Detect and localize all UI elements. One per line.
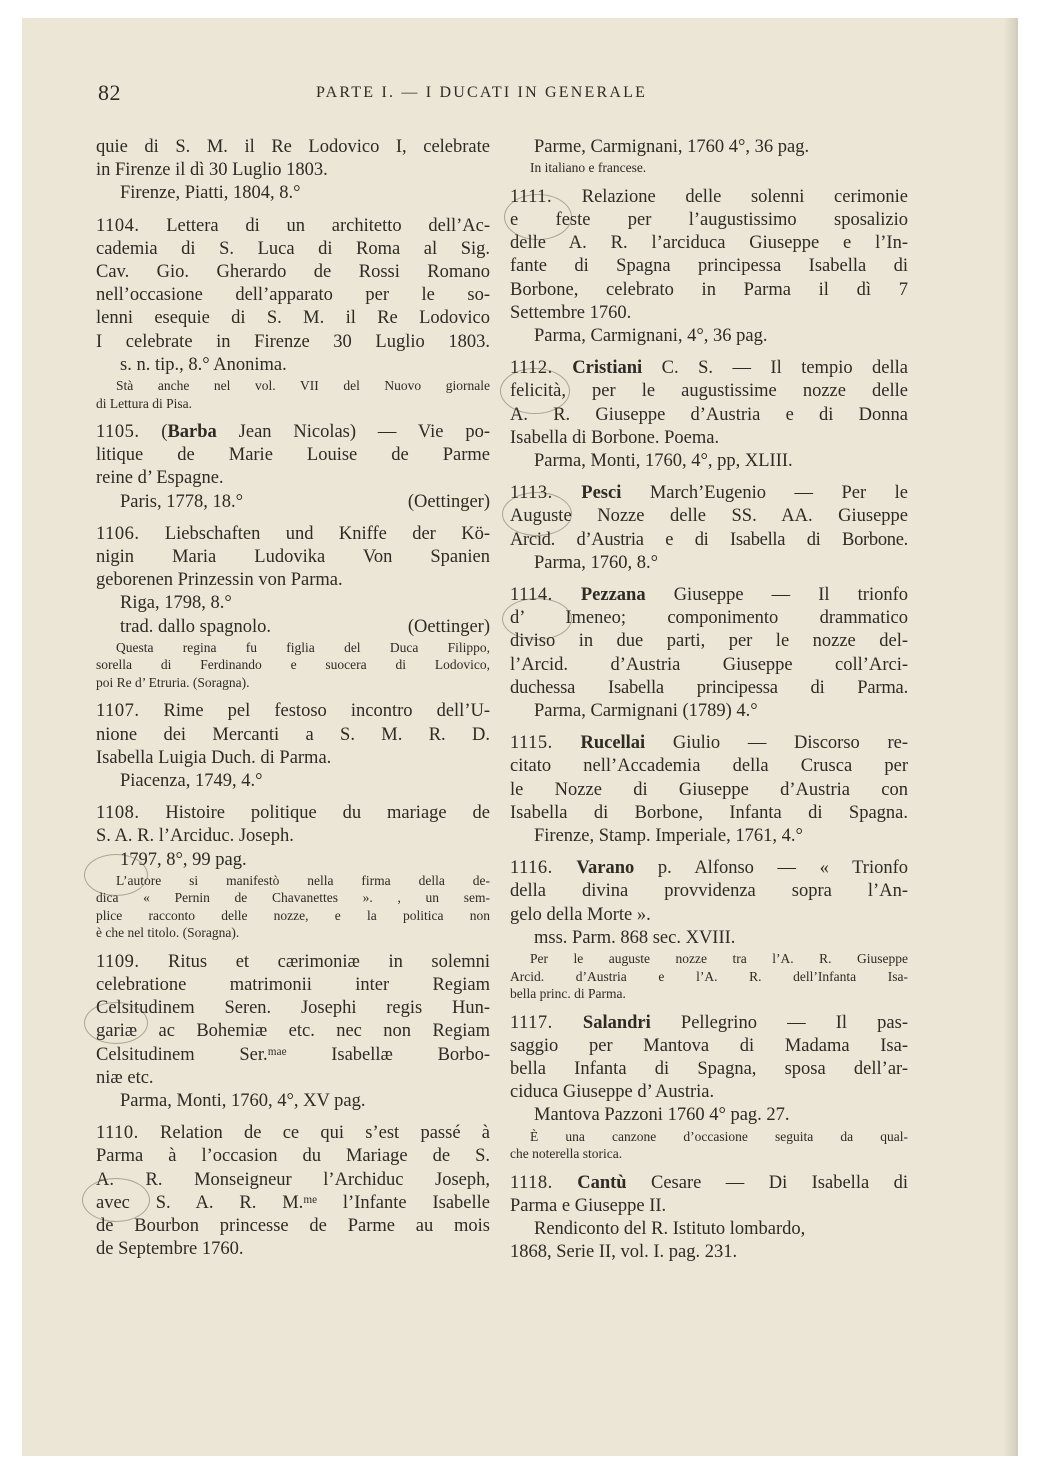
entry-text: Jean Nicolas) — Vie po- <box>238 422 490 443</box>
entry-line <box>96 951 490 974</box>
entry-note: In italiano e francese. <box>530 160 647 176</box>
entry-line <box>510 186 908 209</box>
entry-number: 1116. <box>510 858 553 879</box>
entry-1116 <box>510 857 908 1002</box>
entry-line <box>510 1172 908 1195</box>
entry-number: 1110. <box>96 1123 139 1144</box>
entry-1113 <box>510 482 908 575</box>
entry-line: celebratione matrimonii inter Regiam <box>96 974 490 995</box>
entry-note: bella princ. di Parma. <box>510 986 626 1001</box>
entry-line <box>96 700 490 723</box>
entry-number: 1105. <box>96 422 140 443</box>
entry-line: Isabella di Borbone, Infanta di Spagna. <box>510 802 908 823</box>
entry-note: Arcid. d’Austria e l’A. R. dell’Infanta Isa- <box>510 968 908 984</box>
entry-line: quie di S. M. il Re Lodovico I, celebrate <box>96 137 490 157</box>
entry-text: C. S. — Il tempio della <box>661 358 909 379</box>
entry-number: 1108. <box>96 803 140 824</box>
entry-line: de Septembre 1760. <box>96 1239 244 1260</box>
entry-imprint: mss. Parm. 868 sec. XVIII. <box>534 927 736 948</box>
entry-note: L’autore si manifestò nella firma della de- <box>116 872 490 888</box>
entry-line: citato nell’Accademia della Crusca per <box>510 756 908 777</box>
entry-note: Stà anche nel vol. VII del Nuovo giornale <box>116 378 490 394</box>
entry-text: Relazione delle solenni cerimonie <box>581 186 908 207</box>
entry-imprint: Piacenza, 1749, 4.° <box>120 770 263 791</box>
entry-line: nigin Maria Ludovika Von Spanien <box>96 547 490 568</box>
entry-author: Pesci <box>581 483 622 504</box>
entry-author: Rucellai <box>580 733 646 754</box>
entry-author: Cantù <box>577 1172 627 1193</box>
entry-1107 <box>96 700 490 793</box>
entry-note: Per le auguste nozze tra l’A. R. Giuseppe <box>530 951 908 966</box>
entry-number: 1113. <box>510 483 553 504</box>
entry-line <box>510 357 908 380</box>
entry-1115 <box>510 732 908 848</box>
entry-line: lenni esequie di S. M. il Re Lodovico <box>96 308 490 329</box>
entry-text: Cesare — Di Isabella di <box>651 1172 908 1193</box>
entry-imprint: Parme, Carmignani, 1760 4°, 36 pag. <box>534 137 810 157</box>
entry-1104 <box>96 215 490 412</box>
entry-1118 <box>510 1172 908 1265</box>
entry-number: 1109. <box>96 951 140 972</box>
entry-text: Histoire politique du mariage de <box>165 803 490 824</box>
entry-1110-continued <box>510 136 908 177</box>
entry-note: È una canzone d’occasione seguita da qual- <box>530 1128 908 1144</box>
entry-1108 <box>96 802 490 942</box>
entry-imprint: Paris, 1778, 18.° <box>120 491 244 512</box>
entry-number: 1107. <box>96 701 140 722</box>
entry-imprint: Parma, Carmignani, 4°, 36 pag. <box>534 325 768 346</box>
entry-note: di Lettura di Pisa. <box>96 395 192 411</box>
entry-line: de Bourbon princesse de Parme au mois <box>96 1216 490 1237</box>
entry-line: A. R. Monseigneur l’Archiduc Joseph, <box>96 1169 490 1190</box>
entry-number: 1112. <box>510 358 553 379</box>
entry-number: 1114. <box>510 584 553 605</box>
entry-1111 <box>510 186 908 348</box>
entry-note: poi Re d’ Etruria. (Soragna). <box>96 674 250 690</box>
entry-imprint: Parma, Carmignani (1789) 4.° <box>534 700 758 721</box>
entry-line: I celebrate in Firenze 30 Luglio 1803. <box>96 331 490 352</box>
entry-number: 1104. <box>96 215 140 236</box>
entry-note: dica « Pernin de Chavanettes ». , un sem- <box>96 890 490 906</box>
entry-line: S. A. R. l’Arciduc. Joseph. <box>96 826 294 847</box>
entry-line: gariæ ac Bohemiæ etc. nec non Regiam <box>96 1021 490 1042</box>
entry-text: p. Alfonso — « Trionfo <box>657 858 908 879</box>
entry-line: litique de Marie Louise de Parme <box>96 445 490 466</box>
entry-1105 <box>96 421 490 514</box>
entry-number: 1115. <box>510 733 553 754</box>
entry-1114 <box>510 584 908 723</box>
entry-line: fante di Spagna principessa Isabella di <box>510 256 908 277</box>
entry-imprint: s. n. tip., 8.° Anonima. <box>120 354 287 375</box>
entry-line: Isabella Luigia Duch. di Parma. <box>96 747 332 768</box>
entry-line <box>510 732 908 755</box>
entry-source: (Oettinger) <box>407 491 490 512</box>
entry-imprint: Firenze, Stamp. Imperiale, 1761, 4.° <box>534 825 803 846</box>
right-column <box>510 136 908 1273</box>
entry-line: 1105. (Barba Jean Nicolas) — Vie po- <box>96 422 490 443</box>
entry-number: 1111. <box>510 186 553 207</box>
entry-line: Auguste Nozze delle SS. AA. Giuseppe <box>510 506 908 527</box>
entry-imprint: Parma, Monti, 1760, 4°, XV pag. <box>120 1091 366 1111</box>
entry-1112 <box>510 357 908 473</box>
entry-line: in Firenze il dì 30 Luglio 1803. <box>96 160 328 181</box>
entry-line: A. R. Giuseppe d’Austria e di Donna <box>510 404 908 425</box>
entry-line: Borbone, celebrato in Parma il dì 7 <box>510 279 908 300</box>
entry-line: delle A. R. l’arciduca Giuseppe e l’In- <box>510 233 908 254</box>
entry-text: Giuseppe — Il trionfo <box>673 584 908 605</box>
entry-line: niæ etc. <box>96 1067 154 1088</box>
entry-line <box>510 1012 908 1035</box>
entry-imprint-2: 1868, Serie II, vol. I. pag. 231. <box>510 1242 738 1263</box>
entry-line: Parma e Giuseppe II. <box>510 1195 667 1216</box>
entry-line: diviso in due parti, per le nozze del- <box>510 631 908 652</box>
entry-line: bella Infanta di Spagna, sposa dell’ar- <box>510 1058 908 1079</box>
entry-line <box>510 482 908 505</box>
entry-line <box>96 1122 490 1145</box>
entry-note: sorella di Ferdinando e suocera di Lodovico, <box>96 657 490 673</box>
entry-line: Arcid. d’Austria e di Isabella di Borbone. <box>510 529 908 550</box>
entry-line <box>510 857 908 880</box>
entry-text: Lettera di un architetto dell’Ac- <box>166 215 490 236</box>
entry-line: reine d’ Espagne. <box>96 468 224 489</box>
entry-line: le Nozze di Giuseppe d’Austria con <box>510 779 908 800</box>
page-edge-shadow <box>1004 18 1018 1456</box>
entry-1110 <box>96 1122 490 1261</box>
entry-imprint: Mantova Pazzoni 1760 4° pag. 27. <box>534 1105 790 1126</box>
entry-line: l’Arcid. d’Austria Giuseppe coll’Arci- <box>510 654 908 675</box>
entry-author: Pezzana <box>580 584 646 605</box>
entry-note: Questa regina fu figlia del Duca Filippo, <box>116 639 490 655</box>
entry-note: plice racconto delle nozze, e la politica non <box>96 907 490 923</box>
entry-line: Settembre 1760. <box>510 302 632 323</box>
entry-1117 <box>510 1012 908 1163</box>
entry-line: della divina provvidenza sopra l’An- <box>510 881 908 902</box>
entry-number: 1106. <box>96 523 140 544</box>
entry-line: Parma à l’occasion du Mariage de S. <box>96 1146 490 1167</box>
entry-line: nell’occasione dell’apparato per le so- <box>96 285 490 306</box>
entry-imprint: Riga, 1798, 8.° <box>120 593 232 614</box>
entry-line: avec S. A. R. M.ᵐᵉ l’Infante Isabelle <box>96 1192 490 1213</box>
entry-line: Cav. Gio. Gherardo de Rossi Romano <box>96 262 490 283</box>
entry-text: Pellegrino — Il pas- <box>680 1012 908 1033</box>
entry-text: March’Eugenio — Per le <box>649 483 909 504</box>
entry-line: Celsitudinem Ser.ᵐᵃᵉ Isabellæ Borbo- <box>96 1044 490 1065</box>
entry-line: Isabella di Borbone. Poema. <box>510 427 720 448</box>
entry-imprint: Parma, Monti, 1760, 4°, pp, XLIII. <box>534 450 793 471</box>
entry-number: 1118. <box>510 1172 553 1193</box>
entry-1103-continued <box>96 136 490 206</box>
entry-source: (Oettinger) <box>407 616 490 637</box>
page-number: 82 <box>98 80 121 105</box>
entry-line: geborenen Prinzessin von Parma. <box>96 570 343 591</box>
entry-note: è che nel titolo. (Soragna). <box>96 925 240 941</box>
entry-line <box>96 523 490 546</box>
entry-text: Giulio — Discorso re- <box>672 733 909 754</box>
entry-imprint: Rendiconto del R. Istituto lombardo, <box>534 1218 806 1239</box>
entry-imprint: 1797, 8°, 99 pag. <box>120 849 247 870</box>
entry-imprint-row <box>96 491 490 514</box>
entry-1109 <box>96 951 490 1113</box>
entry-author: Barba <box>167 422 217 443</box>
entry-number: 1117. <box>510 1012 553 1033</box>
book-page <box>22 18 1018 1456</box>
entry-line: Celsitudinem Seren. Josephi regis Hun- <box>96 998 490 1019</box>
left-column <box>96 136 490 1270</box>
entry-imprint: Firenze, Piatti, 1804, 8.° <box>120 183 301 204</box>
entry-author: Cristiani <box>572 358 643 379</box>
entry-line <box>96 802 490 825</box>
entry-author: Salandri <box>582 1012 651 1033</box>
entry-author: Varano <box>576 858 635 879</box>
entry-imprint-2: trad. dallo spagnolo. <box>120 616 272 637</box>
entry-line: cademia di S. Luca di Roma al Sig. <box>96 238 490 259</box>
entry-text: Ritus et cærimoniæ in solemni <box>168 951 490 972</box>
entry-text: Relation de ce qui s’est passé à <box>160 1123 490 1144</box>
entry-text: Liebschaften und Kniffe der Kö- <box>164 523 490 544</box>
entry-text: Rime pel festoso incontro dell’U- <box>163 701 490 722</box>
running-head: PARTE I. — I DUCATI IN GENERALE <box>316 84 648 101</box>
entry-imprint: Parma, 1760, 8.° <box>534 552 659 573</box>
entry-imprint-row <box>96 616 490 639</box>
entry-line: ciduca Giuseppe d’ Austria. <box>510 1082 715 1103</box>
entry-line: d’ Imeneo; componimento drammatico <box>510 608 908 629</box>
entry-1106 <box>96 523 490 692</box>
entry-line <box>96 215 490 238</box>
entry-line: felicità, per le augustissime nozze delle <box>510 381 908 402</box>
entry-line: duchessa Isabella principessa di Parma. <box>510 677 908 698</box>
entry-line: gelo della Morte ». <box>510 904 651 925</box>
entry-line <box>510 584 908 607</box>
entry-line: e feste per l’augustissimo sposalizio <box>510 209 908 230</box>
entry-line: saggio per Mantova di Madama Isa- <box>510 1035 908 1056</box>
entry-line: nione dei Mercanti a S. M. R. D. <box>96 724 490 745</box>
entry-note: che noterella storica. <box>510 1146 623 1162</box>
